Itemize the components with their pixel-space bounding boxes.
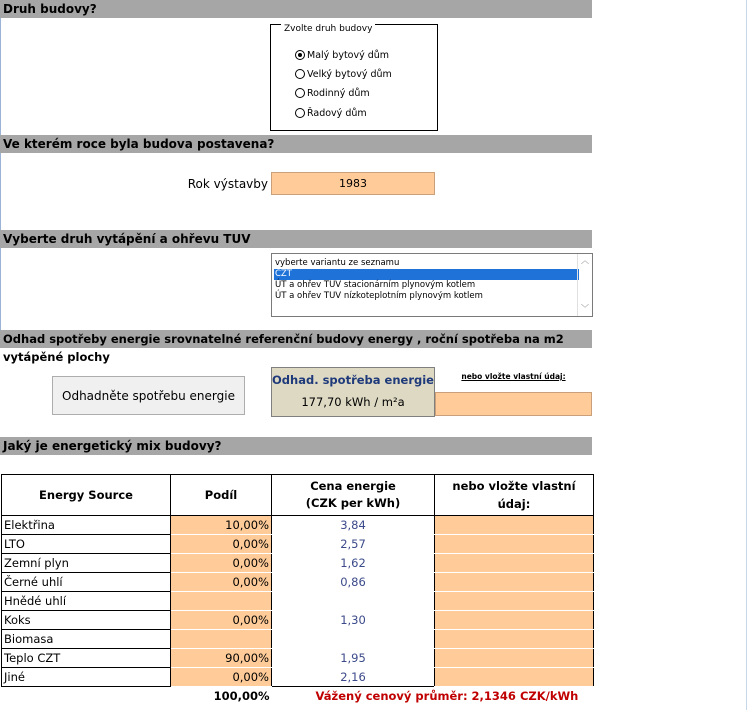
table-row bbox=[2, 516, 594, 535]
energy-price: 1,95 bbox=[340, 651, 366, 665]
section-header-mix: Jaký je energetický mix budovy? bbox=[0, 437, 592, 455]
header-price: Cena energie (CZK per kWh) bbox=[272, 475, 435, 516]
list-item[interactable]: ÚT a ohřev TUV nízkoteplotním plynovým kotlem bbox=[275, 291, 483, 301]
radio-rodinny-dum[interactable] bbox=[295, 87, 370, 103]
scroll-down-icon[interactable]: ﹀ bbox=[581, 304, 589, 313]
energy-price: 2,57 bbox=[340, 537, 366, 551]
table-row bbox=[2, 554, 594, 573]
energy-source: Zemní plyn bbox=[2, 554, 171, 573]
share-input[interactable]: 0,00% bbox=[171, 611, 272, 630]
own-price-input[interactable] bbox=[435, 611, 594, 630]
share-input[interactable]: 0,00% bbox=[171, 573, 272, 592]
radio-radovy-dum[interactable] bbox=[295, 107, 367, 123]
energy-price: 1,30 bbox=[340, 613, 366, 627]
energy-source: Hnědé uhlí bbox=[2, 592, 171, 611]
radio-label: Řadový dům bbox=[307, 108, 367, 119]
table-row bbox=[2, 630, 594, 649]
heating-listbox[interactable] bbox=[271, 253, 593, 317]
share-total: 100,00% bbox=[171, 687, 272, 706]
table-row bbox=[2, 611, 594, 630]
share-input[interactable] bbox=[171, 630, 272, 649]
energy-source: Elektřina bbox=[2, 516, 171, 535]
section-header-building-type: Druh budovy? bbox=[0, 0, 592, 18]
share-input[interactable]: 0,00% bbox=[171, 554, 272, 573]
estimate-result-title: Odhad. spotřeba energie bbox=[272, 373, 434, 387]
own-price-input[interactable] bbox=[435, 668, 594, 687]
energy-source: Biomasa bbox=[2, 630, 171, 649]
radio-empty-icon[interactable] bbox=[295, 108, 305, 118]
listbox-scrollbar[interactable] bbox=[577, 254, 592, 316]
header-energy-source: Energy Source bbox=[2, 475, 171, 516]
section-header-heating: Vyberte druh vytápění a ohřevu TUV bbox=[0, 230, 592, 248]
table-row bbox=[2, 649, 594, 668]
section-header-estimate: Odhad spotřeby energie srovnatelné referenční budovy energy , roční spotřeba na m2 vytápěné plochy bbox=[0, 330, 592, 348]
header-own-value: nebo vložte vlastní údaj: bbox=[435, 475, 594, 516]
radio-empty-icon[interactable] bbox=[295, 69, 305, 79]
estimate-result-box bbox=[271, 367, 435, 417]
energy-price bbox=[272, 592, 435, 611]
energy-price: 0,86 bbox=[340, 575, 366, 589]
energy-source: Teplo CZT bbox=[2, 649, 171, 668]
radio-maly-bytovy-dum[interactable] bbox=[295, 49, 389, 65]
own-price-input[interactable] bbox=[435, 516, 594, 535]
sheet-left-line bbox=[0, 18, 1, 348]
energy-price bbox=[272, 630, 435, 649]
building-type-group bbox=[270, 24, 438, 131]
share-input[interactable]: 90,00% bbox=[171, 649, 272, 668]
table-total-row bbox=[2, 687, 594, 706]
share-input[interactable]: 0,00% bbox=[171, 535, 272, 554]
radio-empty-icon[interactable] bbox=[295, 88, 305, 98]
radio-velky-bytovy-dum[interactable] bbox=[295, 68, 392, 84]
own-price-input[interactable] bbox=[435, 592, 594, 611]
share-input[interactable]: 0,00% bbox=[171, 668, 272, 687]
share-input[interactable]: 10,00% bbox=[171, 516, 272, 535]
scroll-up-icon[interactable]: ︿ bbox=[581, 256, 589, 265]
own-price-input[interactable] bbox=[435, 554, 594, 573]
radio-selected-icon[interactable] bbox=[295, 50, 305, 60]
own-price-input[interactable] bbox=[435, 630, 594, 649]
total-spacer bbox=[2, 687, 171, 706]
own-price-input[interactable] bbox=[435, 535, 594, 554]
energy-source: Jiné bbox=[2, 668, 171, 687]
list-item[interactable]: vyberte variantu ze seznamu bbox=[275, 258, 400, 268]
table-row bbox=[2, 668, 594, 687]
sheet-edge-line bbox=[746, 0, 747, 710]
table-header-row bbox=[2, 475, 594, 516]
energy-source: Černé uhlí bbox=[2, 573, 171, 592]
energy-price: 2,16 bbox=[340, 669, 366, 684]
weighted-average-price: Vážený cenový průměr: 2,1346 CZK/kWh bbox=[272, 687, 594, 706]
list-item-selected[interactable]: CZT bbox=[274, 269, 579, 280]
list-item[interactable]: ÚT a ohřev TUV stacionárním plynovým kotlem bbox=[275, 280, 476, 290]
radio-label: Malý bytový dům bbox=[307, 50, 390, 61]
year-input[interactable]: 1983 bbox=[271, 172, 435, 195]
table-row bbox=[2, 535, 594, 554]
header-share: Podíl bbox=[171, 475, 272, 516]
radio-label: Velký bytový dům bbox=[307, 69, 392, 80]
building-type-group-title: Zvolte druh budovy bbox=[281, 23, 375, 35]
own-value-label: nebo vložte vlastní údaj: bbox=[461, 372, 566, 381]
energy-mix-table bbox=[1, 474, 594, 706]
own-price-input[interactable] bbox=[435, 573, 594, 592]
energy-source: Koks bbox=[2, 611, 171, 630]
estimate-energy-button[interactable]: Odhadněte spotřebu energie bbox=[52, 376, 245, 415]
radio-label: Rodinný dům bbox=[307, 88, 370, 99]
table-row bbox=[2, 592, 594, 611]
energy-price: 1,62 bbox=[340, 556, 366, 570]
table-row bbox=[2, 573, 594, 592]
share-input[interactable] bbox=[171, 592, 272, 611]
own-price-input[interactable] bbox=[435, 649, 594, 668]
energy-price: 3,84 bbox=[340, 518, 366, 533]
year-label: Rok výstavby bbox=[187, 177, 268, 191]
energy-source: LTO bbox=[2, 535, 171, 554]
estimate-result-value: 177,70 kWh / m²a bbox=[301, 395, 405, 409]
own-consumption-input[interactable] bbox=[435, 392, 592, 416]
section-header-year: Ve kterém roce byla budova postavena? bbox=[0, 135, 592, 153]
